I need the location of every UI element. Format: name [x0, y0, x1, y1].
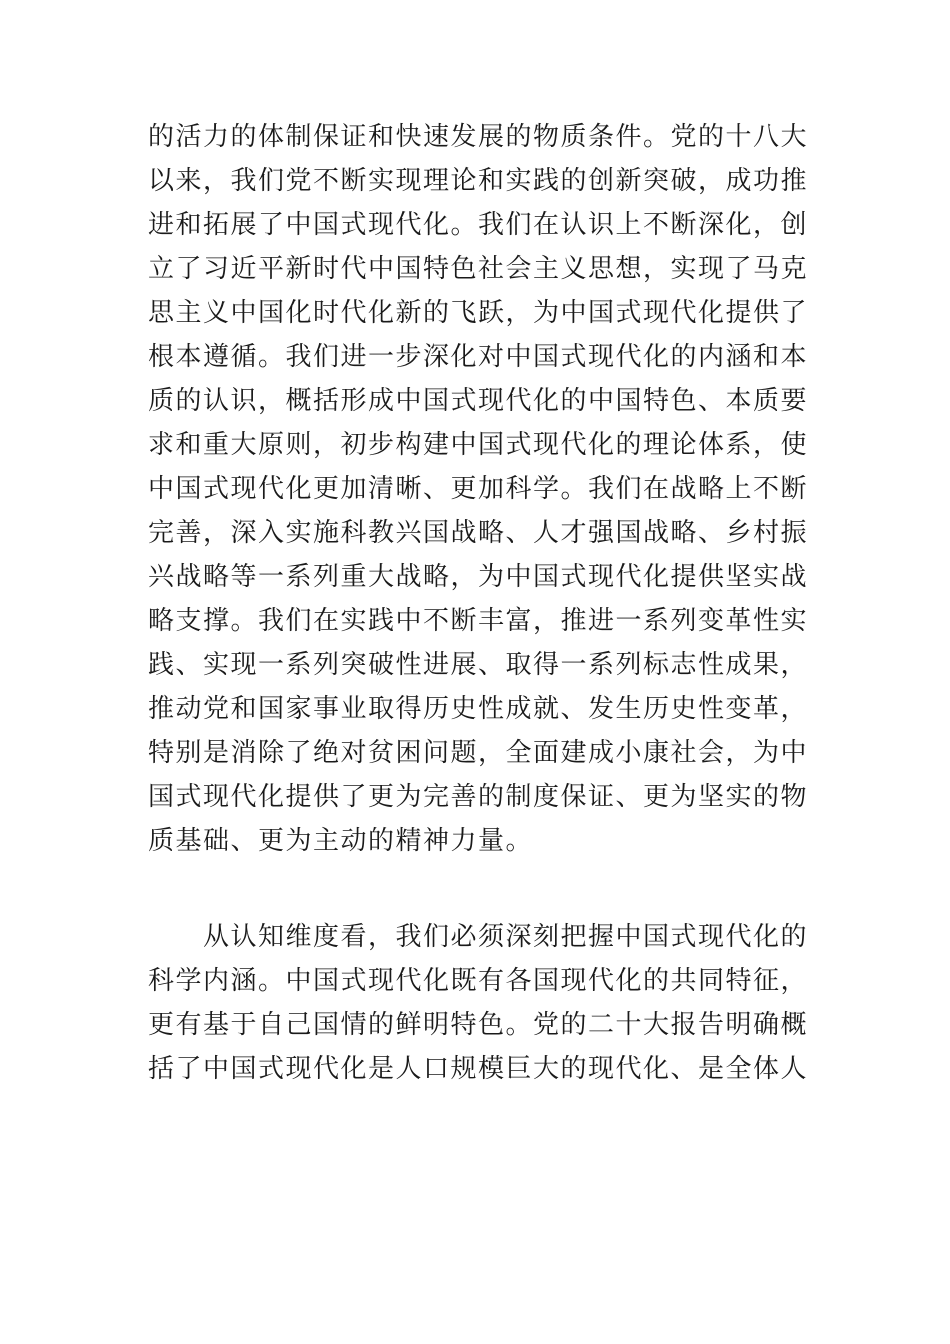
text-line: 践、实现一系列突破性进展、取得一系列标志性成果， [148, 650, 809, 680]
text-line: 略支撑。我们在实践中不断丰富，推进一系列变革性实 [148, 606, 809, 636]
text-line: 进和拓展了中国式现代化。我们在认识上不断深化，创 [148, 210, 809, 240]
text-line: 国式现代化提供了更为完善的制度保证、更为坚实的物 [148, 782, 809, 812]
text-line: 完善，深入实施科教兴国战略、人才强国战略、乡村振 [148, 518, 809, 548]
text-line: 特别是消除了绝对贫困问题，全面建成小康社会，为中 [148, 738, 809, 768]
text-line: 质基础、更为主动的精神力量。 [148, 826, 534, 856]
text-line: 立了习近平新时代中国特色社会主义思想，实现了马克 [148, 254, 809, 284]
text-line: 从认知维度看，我们必须深刻把握中国式现代化的 [203, 922, 809, 952]
paragraph-1 [148, 115, 808, 863]
text-line: 中国式现代化更加清晰、更加科学。我们在战略上不断 [148, 474, 809, 504]
text-line: 求和重大原则，初步构建中国式现代化的理论体系，使 [148, 430, 809, 460]
text-line: 兴战略等一系列重大战略，为中国式现代化提供坚实战 [148, 562, 809, 592]
text-line: 根本遵循。我们进一步深化对中国式现代化的内涵和本 [148, 342, 809, 372]
text-line: 括了中国式现代化是人口规模巨大的现代化、是全体人 [148, 1054, 809, 1084]
text-line: 科学内涵。中国式现代化既有各国现代化的共同特征， [148, 966, 809, 996]
paragraph-2 [148, 915, 808, 1091]
text-line: 思主义中国化时代化新的飞跃，为中国式现代化提供了 [148, 298, 809, 328]
text-line: 更有基于自己国情的鲜明特色。党的二十大报告明确概 [148, 1010, 809, 1040]
text-line: 以来，我们党不断实现理论和实践的创新突破，成功推 [148, 166, 809, 196]
text-line: 质的认识，概括形成中国式现代化的中国特色、本质要 [148, 386, 809, 416]
text-line: 的活力的体制保证和快速发展的物质条件。党的十八大 [148, 122, 809, 152]
text-line: 推动党和国家事业取得历史性成就、发生历史性变革， [148, 694, 809, 724]
